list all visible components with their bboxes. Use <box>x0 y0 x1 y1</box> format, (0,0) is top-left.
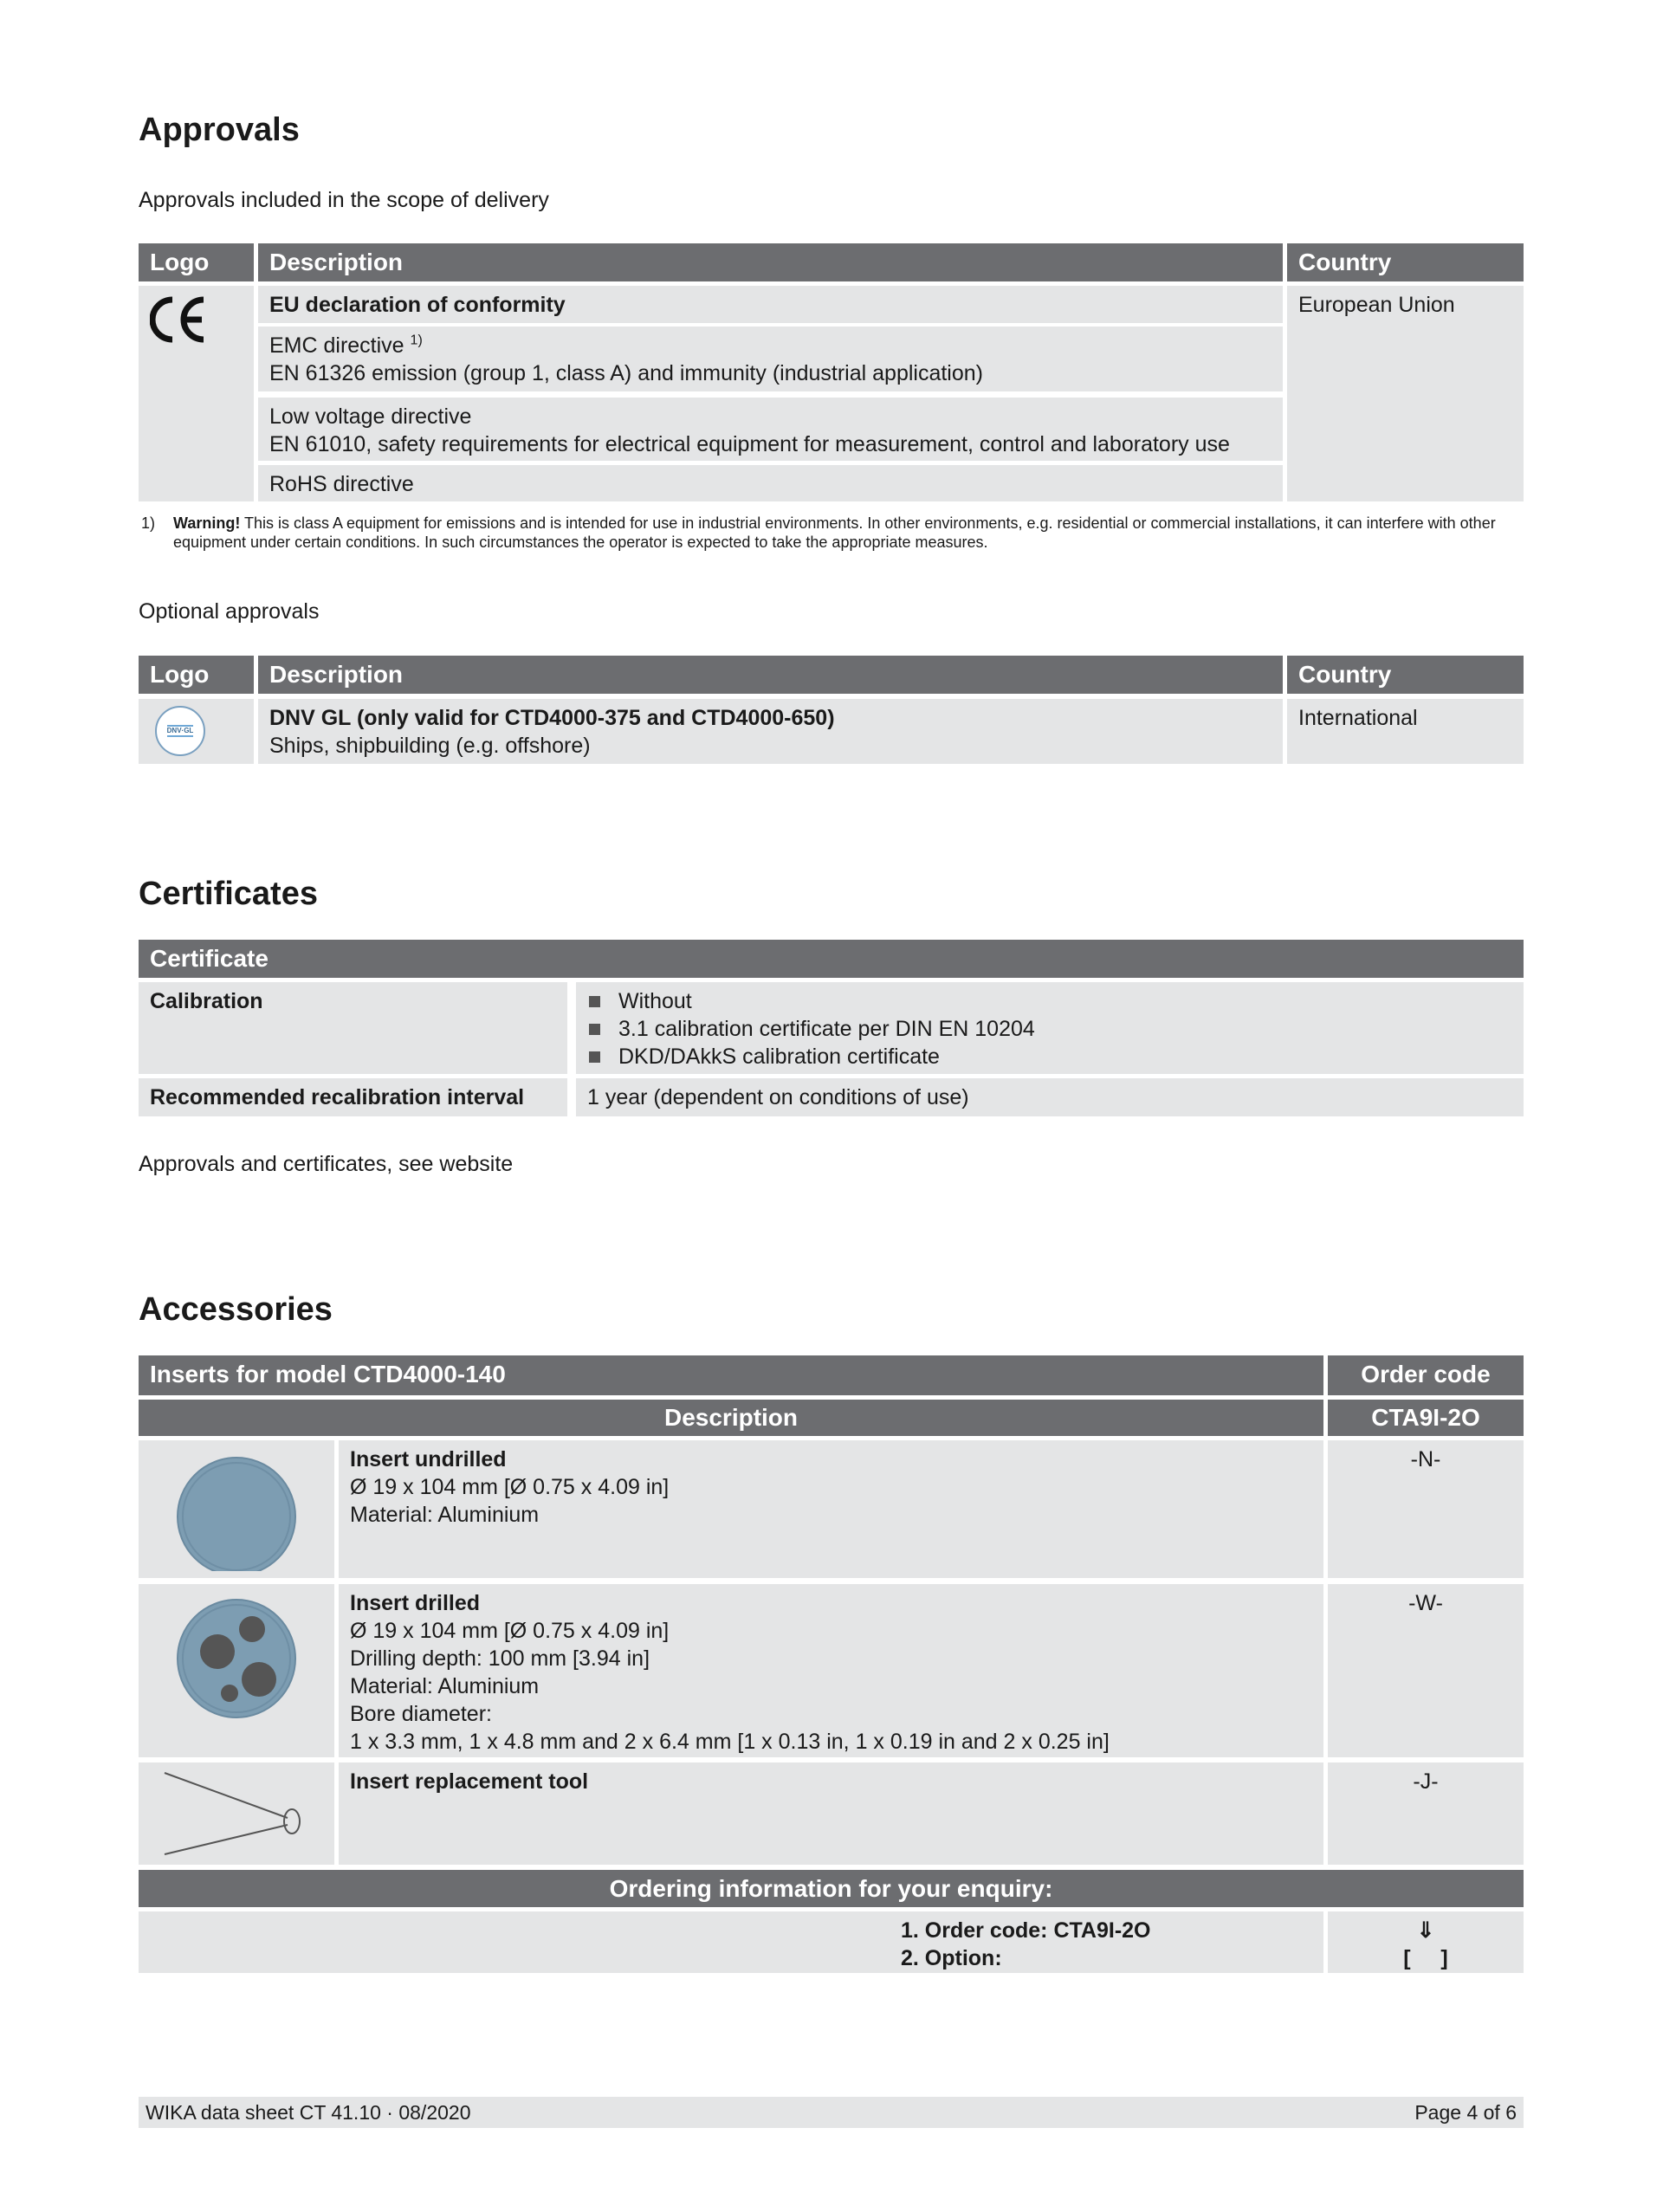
approval-detail: Ships, shipbuilding (e.g. offshore) <box>269 734 591 758</box>
footnote-ref: 1) <box>410 333 423 348</box>
approvals-included-label: Approvals included in the scope of delivery <box>139 188 549 212</box>
approval-row-dnv <box>258 699 1283 764</box>
insert-undrilled-code: -N- <box>1328 1440 1524 1578</box>
col-header-description: Description <box>258 243 1283 281</box>
option-input-box[interactable]: [ ] <box>1403 1946 1448 1970</box>
ordering-header: Ordering information for your enquiry: <box>139 1870 1524 1907</box>
inserts-header: Inserts for model CTD4000-140 <box>139 1355 1323 1395</box>
insert-drilled-image-cell <box>139 1584 334 1757</box>
approval-row-rohs <box>258 465 1283 501</box>
insert-undrilled-image-cell <box>139 1440 334 1578</box>
item-title: Insert replacement tool <box>350 1769 589 1794</box>
item-detail: 1 x 3.3 mm, 1 x 4.8 mm and 2 x 6.4 mm [1 x 0.13 in, 1 x 0.19 in and 2 x 0.25 in] <box>350 1730 1110 1754</box>
col-header-logo: Logo <box>139 656 254 694</box>
footer-page-number: Page 4 of 6 <box>1414 2101 1517 2124</box>
approvals-heading: Approvals <box>139 112 300 148</box>
item-title: Insert drilled <box>350 1591 481 1615</box>
country-value: International <box>1298 706 1418 730</box>
approval-detail: EN 61326 emission (group 1, class A) and immunity (industrial application) <box>269 361 983 385</box>
approval-row-eu <box>258 286 1283 323</box>
col-header-country: Country <box>1287 656 1524 694</box>
col-header-logo: Logo <box>139 243 254 281</box>
page-footer <box>139 2097 1524 2128</box>
item-detail: Drilling depth: 100 mm [3.94 in] <box>350 1646 650 1671</box>
col-header-country: Country <box>1287 243 1524 281</box>
insert-undrilled-description <box>339 1440 1323 1578</box>
website-note: Approvals and certificates, see website <box>139 1152 514 1176</box>
order-line-option: 2. Option: <box>901 1946 1002 1970</box>
certificate-header: Certificate <box>139 940 1524 978</box>
item-detail: Ø 19 x 104 mm [Ø 0.75 x 4.09 in] <box>350 1475 670 1499</box>
insert-tool-image-cell <box>139 1762 334 1865</box>
dnv-logo-cell <box>139 699 254 764</box>
country-value: European Union <box>1298 293 1455 317</box>
col-header-description: Description <box>258 656 1283 694</box>
insert-replacement-tool-icon <box>139 1764 312 1860</box>
item-title: Insert undrilled <box>350 1447 507 1471</box>
item-detail: Ø 19 x 104 mm [Ø 0.75 x 4.09 in] <box>350 1619 670 1643</box>
ce-mark-icon <box>150 296 210 343</box>
approval-title: EU declaration of conformity <box>269 293 566 317</box>
down-arrow-icon: ⇓ <box>1416 1918 1435 1943</box>
order-line-code: 1. Order code: CTA9I-2O <box>901 1918 1151 1943</box>
insert-undrilled-icon <box>150 1446 323 1571</box>
order-code-header: Order code <box>1328 1355 1524 1395</box>
recalibration-value: 1 year (dependent on conditions of use) <box>576 1078 1524 1116</box>
approval-title: RoHS directive <box>269 472 414 496</box>
insert-tool-description <box>339 1762 1323 1865</box>
ordering-info <box>139 1911 1323 1973</box>
warning-label: Warning! <box>173 514 241 532</box>
description-header: Description <box>139 1400 1323 1436</box>
country-cell <box>1287 286 1524 501</box>
footnote-marker: 1) <box>141 514 156 532</box>
optional-approvals-label: Optional approvals <box>139 599 320 624</box>
footnote-text <box>173 514 1507 552</box>
ordering-codes <box>1328 1911 1524 1973</box>
calibration-label: Calibration <box>139 982 567 1074</box>
country-cell <box>1287 699 1524 764</box>
item-detail: Bore diameter: <box>350 1702 492 1726</box>
approval-title: EMC directive <box>269 333 404 358</box>
insert-tool-code: -J- <box>1328 1762 1524 1865</box>
approval-row-low-voltage <box>258 398 1283 461</box>
recalibration-label: Recommended recalibration interval <box>139 1078 567 1116</box>
calibration-options <box>576 982 1524 1074</box>
approval-detail: EN 61010, safety requirements for electrical equipment for measurement, control and laboratory use <box>269 432 1230 456</box>
certificates-heading: Certificates <box>139 876 318 912</box>
approval-row-emc <box>258 327 1283 391</box>
item-detail: Material: Aluminium <box>350 1503 540 1527</box>
order-code-value-header: CTA9I-2O <box>1328 1400 1524 1436</box>
accessories-heading: Accessories <box>139 1291 333 1328</box>
ce-logo-cell <box>139 286 254 501</box>
warning-text: This is class A equipment for emissions and is intended for use in industrial environments. In other environments, e.g. residential or commercial installations, it can interfere with other equipment under certain conditions. In such circumstances the operator is expected to take the appropriate measures. <box>173 514 1496 551</box>
calibration-option: 3.1 calibration certificate per DIN EN 10204 <box>587 1015 1512 1043</box>
approval-title: Low voltage directive <box>269 404 472 429</box>
footer-document-id: WIKA data sheet CT 41.10 · 08/2020 <box>146 2101 471 2124</box>
dnv-gl-logo-icon: DNV·GL <box>155 706 205 756</box>
calibration-option: DKD/DAkkS calibration certificate <box>587 1043 1512 1070</box>
insert-drilled-code: -W- <box>1328 1584 1524 1757</box>
insert-drilled-description <box>339 1584 1323 1757</box>
insert-drilled-icon <box>150 1589 323 1719</box>
approval-title: DNV GL (only valid for CTD4000-375 and CTD4000-650) <box>269 706 835 730</box>
calibration-option: Without <box>587 987 1512 1015</box>
item-detail: Material: Aluminium <box>350 1674 540 1698</box>
